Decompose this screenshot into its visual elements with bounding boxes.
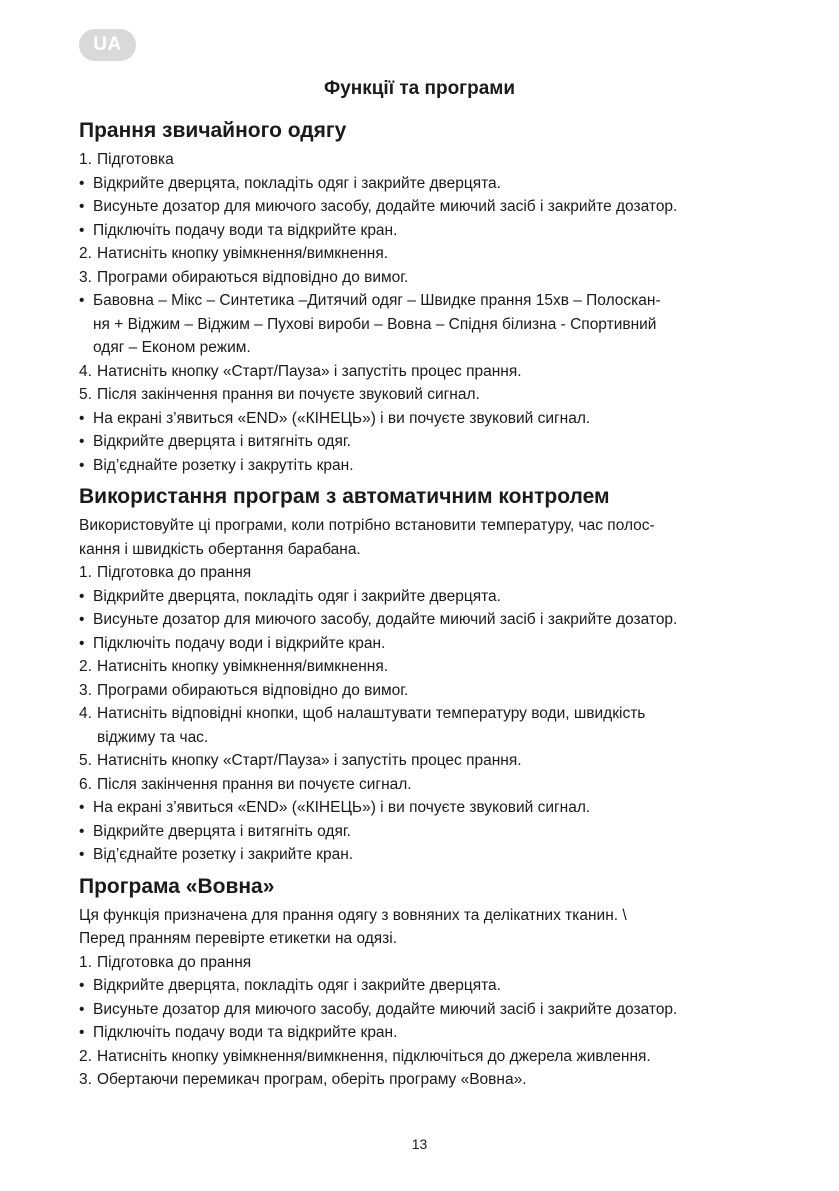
language-badge: UA — [79, 29, 136, 61]
list-item-text: Підключіть подачу води і відкрийте кран. — [93, 634, 386, 652]
step-number: 1. — [79, 151, 92, 168]
bullet-item — [79, 796, 769, 820]
bullet-marker: • — [79, 292, 85, 309]
bullet-item — [79, 585, 769, 609]
bullet-marker: • — [79, 409, 85, 427]
list-item-text: Від’єднайте розетку і закрутіть кран. — [93, 456, 354, 474]
bullet-marker: • — [79, 1024, 85, 1041]
list-item-continuation: віджиму та час. — [97, 728, 209, 746]
bullet-item — [79, 974, 769, 998]
bullet-item — [79, 820, 769, 844]
numbered-step — [79, 1045, 769, 1069]
step-number: 5. — [79, 752, 92, 769]
numbered-step — [79, 383, 769, 407]
list-item-text: Відкрийте дверцята, покладіть одяг і закрийте дверцята. — [93, 174, 501, 192]
bullet-marker: • — [79, 1000, 85, 1018]
bullet-marker: • — [79, 221, 85, 239]
bullet-marker: • — [79, 433, 85, 450]
section-intro-line: Перед пранням перевірте етикетки на одязі. — [79, 930, 398, 947]
section-heading: Використання програм з автоматичним контролем — [79, 485, 610, 508]
section-2 — [79, 483, 769, 867]
step-number: 2. — [79, 245, 92, 262]
bullet-marker: • — [79, 587, 85, 605]
step-number: 2. — [79, 658, 92, 675]
list-item-text: Відкрийте дверцята і витягніть одяг. — [93, 822, 351, 840]
list-item-continuation: одяг – Економ режим. — [93, 339, 251, 356]
numbered-step — [79, 773, 769, 797]
bullet-marker: • — [79, 822, 85, 840]
step-number: 3. — [79, 1071, 92, 1088]
bullet-item — [79, 1021, 769, 1045]
bullet-marker: • — [79, 198, 85, 215]
step-number: 2. — [79, 1047, 92, 1065]
list-item-text: На екрані з’явиться «END» («КІНЕЦЬ») і ви почуєте звуковий сигнал. — [93, 799, 591, 816]
bullet-marker: • — [79, 846, 85, 863]
list-item-text: Натисніть кнопку «Старт/Пауза» і запустіть процес прання. — [97, 752, 522, 769]
bullet-item — [79, 998, 769, 1022]
bullet-item — [79, 172, 769, 196]
list-item-text: Після закінчення прання ви почуєте звуковий сигнал. — [97, 386, 480, 403]
step-number: 4. — [79, 705, 92, 722]
step-number: 3. — [79, 681, 92, 699]
numbered-step — [79, 749, 769, 773]
list-item-text: Від’єднайте розетку і закрийте кран. — [93, 846, 354, 863]
step-number: 4. — [79, 362, 92, 380]
bullet-item — [79, 195, 769, 219]
list-item-text: Натисніть відповідні кнопки, щоб налаштувати температуру води, швидкість — [97, 705, 646, 722]
numbered-step — [79, 702, 769, 726]
numbered-step — [79, 679, 769, 703]
list-item-text: Бавовна – Мікс – Синтетика –Дитячий одяг – Швидке прання 15хв – Полоскан- — [93, 292, 661, 309]
list-item-text: Висуньте дозатор для миючого засобу, додайте миючий засіб і закрийте дозатор. — [93, 198, 678, 215]
bullet-item — [79, 454, 769, 478]
bullet-marker: • — [79, 977, 85, 994]
list-item-text: Після закінчення прання ви почуєте сигнал. — [97, 775, 412, 793]
numbered-step — [79, 242, 769, 266]
bullet-item — [79, 289, 769, 313]
bullet-marker: • — [79, 456, 85, 474]
section-3 — [79, 873, 769, 1092]
bullet-item — [79, 219, 769, 243]
bullet-item — [79, 407, 769, 431]
section-1 — [79, 117, 769, 477]
numbered-step — [79, 266, 769, 290]
step-number: 3. — [79, 268, 92, 286]
page-title: Функції та програми — [323, 78, 515, 99]
page-number: 13 — [411, 1136, 428, 1152]
list-item-text: Відкрийте дверцята, покладіть одяг і закрийте дверцята. — [93, 977, 501, 994]
document-body — [79, 117, 769, 1092]
list-item-text: Натисніть кнопку увімкнення/вимкнення. — [97, 245, 389, 262]
list-item-text: Відкрийте дверцята і витягніть одяг. — [93, 433, 351, 450]
list-item-text: Обертаючи перемикач програм, оберіть програму «Вовна». — [97, 1071, 527, 1088]
list-item-text: Натисніть кнопку увімкнення/вимкнення, підключіться до джерела живлення. — [97, 1047, 651, 1065]
list-item-text: Підготовка — [97, 151, 174, 168]
list-item-text: Відкрийте дверцята, покладіть одяг і закрийте дверцята. — [93, 587, 501, 605]
bullet-marker: • — [79, 174, 85, 192]
numbered-step — [79, 148, 769, 172]
bullet-item — [79, 632, 769, 656]
list-item-text: Підключіть подачу води та відкрийте кран. — [93, 221, 398, 239]
section-intro-line: Ця функція призначена для прання одягу з вовняних та делікатних тканин. \ — [79, 906, 627, 924]
list-item-text: Висуньте дозатор для миючого засобу, додайте миючий засіб і закрийте дозатор. — [93, 1000, 678, 1018]
numbered-step — [79, 655, 769, 679]
numbered-step — [79, 1068, 769, 1092]
numbered-step — [79, 951, 769, 975]
list-item-text: Висуньте дозатор для миючого засобу, додайте миючий засіб і закрийте дозатор. — [93, 611, 678, 628]
bullet-item — [79, 843, 769, 867]
section-heading: Прання звичайного одягу — [79, 119, 347, 142]
step-number: 6. — [79, 775, 92, 793]
bullet-item — [79, 608, 769, 632]
step-number: 5. — [79, 386, 92, 403]
numbered-step — [79, 360, 769, 384]
bullet-marker: • — [79, 634, 85, 652]
list-item-text: Програми обираються відповідно до вимог. — [97, 268, 409, 286]
bullet-item — [79, 430, 769, 454]
list-item-text: Натисніть кнопку увімкнення/вимкнення. — [97, 658, 389, 675]
list-item-continuation: ня + Віджим – Віджим – Пухові вироби – Вовна – Спідня білизна - Спортивний — [93, 315, 657, 333]
list-item-text: Натисніть кнопку «Старт/Пауза» і запустіть процес прання. — [97, 362, 522, 380]
list-item-text: Програми обираються відповідно до вимог. — [97, 681, 409, 699]
list-item-text: Підключіть подачу води та відкрийте кран. — [93, 1024, 398, 1041]
bullet-marker: • — [79, 611, 85, 628]
bullet-marker: • — [79, 799, 85, 816]
section-intro-line: кання і швидкість обертання барабана. — [79, 540, 361, 558]
list-item-text: Підготовка до прання — [97, 564, 252, 581]
step-number: 1. — [79, 564, 92, 581]
section-heading: Програма «Вовна» — [79, 874, 275, 898]
list-item-text: Підготовка до прання — [97, 953, 252, 971]
step-number: 1. — [79, 953, 92, 971]
section-intro-line: Використовуйте ці програми, коли потрібно встановити температуру, час полос- — [79, 517, 655, 534]
list-item-text: На екрані з’явиться «END» («КІНЕЦЬ») і ви почуєте звуковий сигнал. — [93, 409, 591, 427]
numbered-step — [79, 561, 769, 585]
